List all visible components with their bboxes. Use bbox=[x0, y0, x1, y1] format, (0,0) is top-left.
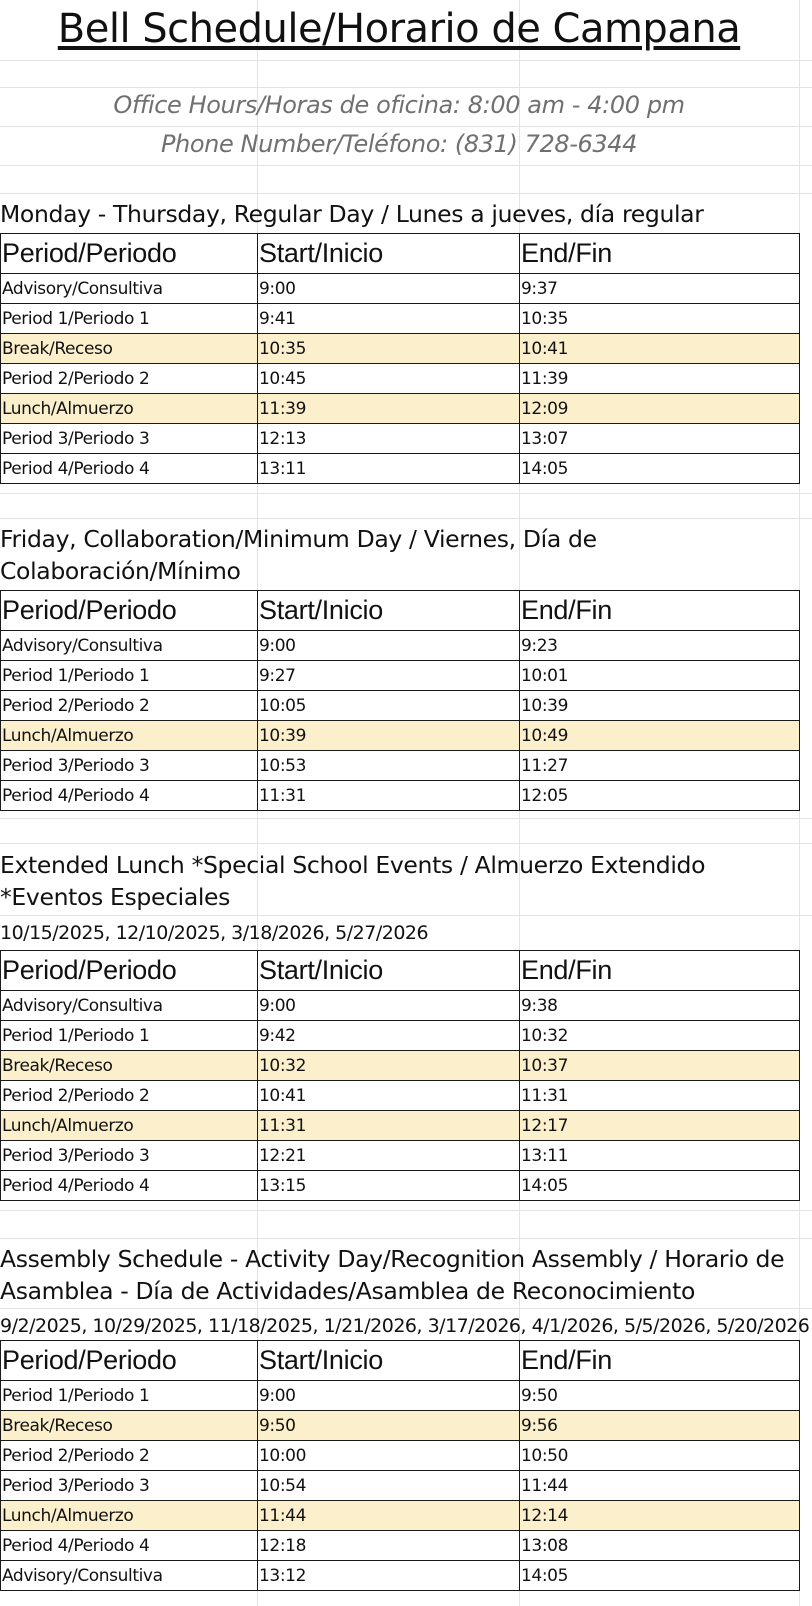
header-end: End/Fin bbox=[520, 1341, 800, 1381]
table-row bbox=[1, 1381, 800, 1411]
cell-period: Period 2/Periodo 2 bbox=[1, 1081, 258, 1111]
cell-period: Break/Receso bbox=[1, 334, 258, 364]
table-row bbox=[1, 691, 800, 721]
cell-start: 10:41 bbox=[258, 1081, 520, 1111]
header-period: Period/Periodo bbox=[1, 1341, 258, 1381]
cell-start: 9:00 bbox=[258, 991, 520, 1021]
cell-end: 11:39 bbox=[520, 364, 800, 394]
cell-end: 10:32 bbox=[520, 1021, 800, 1051]
cell-end: 9:23 bbox=[520, 631, 800, 661]
cell-start: 10:32 bbox=[258, 1051, 520, 1081]
header-period: Period/Periodo bbox=[1, 234, 258, 274]
schedule-table-regular-day bbox=[0, 233, 800, 484]
table-row bbox=[1, 364, 800, 394]
cell-period: Period 1/Periodo 1 bbox=[1, 1381, 258, 1411]
cell-start: 10:54 bbox=[258, 1471, 520, 1501]
grid-row-line bbox=[0, 165, 812, 166]
grid-row-line bbox=[0, 87, 812, 88]
cell-end: 12:09 bbox=[520, 394, 800, 424]
cell-end: 13:08 bbox=[520, 1531, 800, 1561]
table-row bbox=[1, 991, 800, 1021]
section-dates-extended-lunch: 10/15/2025, 12/10/2025, 3/18/2026, 5/27/2026 bbox=[0, 922, 429, 944]
cell-start: 13:12 bbox=[258, 1561, 520, 1591]
cell-start: 10:39 bbox=[258, 721, 520, 751]
phone-number: Phone Number/Teléfono: (831) 728-6344 bbox=[160, 130, 638, 158]
cell-period: Period 2/Periodo 2 bbox=[1, 1441, 258, 1471]
table-row bbox=[1, 751, 800, 781]
cell-period: Lunch/Almuerzo bbox=[1, 394, 258, 424]
cell-end: 10:37 bbox=[520, 1051, 800, 1081]
schedule-table-extended-lunch bbox=[0, 950, 800, 1201]
section-dates-assembly: 9/2/2025, 10/29/2025, 11/18/2025, 1/21/2026, 3/17/2026, 4/1/2026, 5/5/2026, 5/20/2026 bbox=[0, 1315, 810, 1337]
table-row bbox=[1, 781, 800, 811]
cell-start: 10:05 bbox=[258, 691, 520, 721]
cell-period: Period 4/Periodo 4 bbox=[1, 781, 258, 811]
cell-period: Period 4/Periodo 4 bbox=[1, 1171, 258, 1201]
cell-start: 9:42 bbox=[258, 1021, 520, 1051]
cell-start: 10:45 bbox=[258, 364, 520, 394]
table-row bbox=[1, 661, 800, 691]
cell-period: Period 4/Periodo 4 bbox=[1, 1531, 258, 1561]
schedule-table-friday bbox=[0, 590, 800, 811]
cell-end: 9:37 bbox=[520, 274, 800, 304]
cell-end: 11:44 bbox=[520, 1471, 800, 1501]
table-header-row bbox=[1, 951, 800, 991]
cell-period: Period 1/Periodo 1 bbox=[1, 1021, 258, 1051]
cell-start: 11:31 bbox=[258, 781, 520, 811]
cell-end: 13:07 bbox=[520, 424, 800, 454]
cell-start: 9:41 bbox=[258, 304, 520, 334]
section-title-regular-day: Monday - Thursday, Regular Day / Lunes a jueves, día regular bbox=[0, 200, 704, 228]
cell-start: 9:00 bbox=[258, 1381, 520, 1411]
table-row bbox=[1, 1081, 800, 1111]
office-hours: Office Hours/Horas de oficina: 8:00 am - 4:00 pm bbox=[113, 91, 685, 119]
cell-end: 14:05 bbox=[520, 454, 800, 484]
table-row bbox=[1, 424, 800, 454]
table-row bbox=[1, 1171, 800, 1201]
cell-start: 9:00 bbox=[258, 631, 520, 661]
cell-period: Period 3/Periodo 3 bbox=[1, 424, 258, 454]
table-row bbox=[1, 1021, 800, 1051]
cell-start: 10:00 bbox=[258, 1441, 520, 1471]
section-title-friday: Friday, Collaboration/Minimum Day / Viernes, Día de Colaboración/Mínimo bbox=[0, 525, 597, 585]
cell-end: 14:05 bbox=[520, 1171, 800, 1201]
table-row bbox=[1, 1561, 800, 1591]
table-row bbox=[1, 274, 800, 304]
grid-row-line bbox=[0, 60, 812, 61]
table-row bbox=[1, 1051, 800, 1081]
cell-period: Period 2/Periodo 2 bbox=[1, 691, 258, 721]
cell-start: 11:31 bbox=[258, 1111, 520, 1141]
cell-start: 13:11 bbox=[258, 454, 520, 484]
table-header-row bbox=[1, 234, 800, 274]
cell-end: 10:50 bbox=[520, 1441, 800, 1471]
cell-end: 9:56 bbox=[520, 1411, 800, 1441]
cell-end: 9:50 bbox=[520, 1381, 800, 1411]
section-title-extended-lunch: Extended Lunch *Special School Events / Almuerzo Extendido *Eventos Especiales bbox=[0, 851, 706, 911]
cell-period: Period 3/Periodo 3 bbox=[1, 751, 258, 781]
grid-row-line bbox=[0, 915, 812, 916]
grid-row-line bbox=[0, 1308, 812, 1309]
cell-end: 10:35 bbox=[520, 304, 800, 334]
cell-end: 10:49 bbox=[520, 721, 800, 751]
cell-start: 10:53 bbox=[258, 751, 520, 781]
cell-period: Lunch/Almuerzo bbox=[1, 1111, 258, 1141]
header-start: Start/Inicio bbox=[258, 591, 520, 631]
table-row bbox=[1, 454, 800, 484]
table-row bbox=[1, 1411, 800, 1441]
cell-start: 9:27 bbox=[258, 661, 520, 691]
table-row bbox=[1, 1141, 800, 1171]
grid-row-line bbox=[0, 843, 812, 844]
cell-end: 9:38 bbox=[520, 991, 800, 1021]
grid-row-line bbox=[0, 1238, 812, 1239]
section-title-assembly: Assembly Schedule - Activity Day/Recognition Assembly / Horario de Asamblea - Día de Actividades/Asamblea de Reconocimiento bbox=[0, 1245, 785, 1305]
cell-start: 10:35 bbox=[258, 334, 520, 364]
table-row bbox=[1, 721, 800, 751]
schedule-table-assembly bbox=[0, 1340, 800, 1591]
cell-period: Advisory/Consultiva bbox=[1, 631, 258, 661]
header-start: Start/Inicio bbox=[258, 1341, 520, 1381]
cell-end: 10:39 bbox=[520, 691, 800, 721]
cell-start: 11:44 bbox=[258, 1501, 520, 1531]
cell-period: Break/Receso bbox=[1, 1051, 258, 1081]
cell-end: 12:14 bbox=[520, 1501, 800, 1531]
grid-row-line bbox=[0, 126, 812, 127]
grid-row-line bbox=[0, 193, 812, 194]
cell-period: Period 1/Periodo 1 bbox=[1, 661, 258, 691]
cell-period: Period 4/Periodo 4 bbox=[1, 454, 258, 484]
header-period: Period/Periodo bbox=[1, 951, 258, 991]
cell-end: 11:31 bbox=[520, 1081, 800, 1111]
header-end: End/Fin bbox=[520, 951, 800, 991]
cell-end: 12:17 bbox=[520, 1111, 800, 1141]
cell-start: 11:39 bbox=[258, 394, 520, 424]
table-row bbox=[1, 304, 800, 334]
cell-period: Lunch/Almuerzo bbox=[1, 721, 258, 751]
table-row bbox=[1, 1441, 800, 1471]
cell-end: 14:05 bbox=[520, 1561, 800, 1591]
table-row bbox=[1, 334, 800, 364]
cell-period: Advisory/Consultiva bbox=[1, 274, 258, 304]
table-row bbox=[1, 1501, 800, 1531]
table-header-row bbox=[1, 1341, 800, 1381]
table-row bbox=[1, 631, 800, 661]
cell-end: 11:27 bbox=[520, 751, 800, 781]
table-row bbox=[1, 394, 800, 424]
cell-period: Break/Receso bbox=[1, 1411, 258, 1441]
table-row bbox=[1, 1531, 800, 1561]
cell-end: 12:05 bbox=[520, 781, 800, 811]
cell-period: Period 3/Periodo 3 bbox=[1, 1141, 258, 1171]
table-row bbox=[1, 1111, 800, 1141]
cell-period: Period 1/Periodo 1 bbox=[1, 304, 258, 334]
cell-start: 12:18 bbox=[258, 1531, 520, 1561]
cell-start: 9:50 bbox=[258, 1411, 520, 1441]
header-period: Period/Periodo bbox=[1, 591, 258, 631]
cell-start: 12:21 bbox=[258, 1141, 520, 1171]
cell-start: 13:15 bbox=[258, 1171, 520, 1201]
cell-period: Advisory/Consultiva bbox=[1, 991, 258, 1021]
page-title: Bell Schedule/Horario de Campana bbox=[57, 6, 741, 52]
table-header-row bbox=[1, 591, 800, 631]
header-start: Start/Inicio bbox=[258, 951, 520, 991]
cell-period: Period 2/Periodo 2 bbox=[1, 364, 258, 394]
header-end: End/Fin bbox=[520, 234, 800, 274]
cell-period: Period 3/Periodo 3 bbox=[1, 1471, 258, 1501]
grid-row-line bbox=[0, 518, 812, 519]
header-end: End/Fin bbox=[520, 591, 800, 631]
cell-end: 10:01 bbox=[520, 661, 800, 691]
grid-row-line bbox=[0, 818, 812, 819]
header-start: Start/Inicio bbox=[258, 234, 520, 274]
cell-period: Lunch/Almuerzo bbox=[1, 1501, 258, 1531]
cell-start: 12:13 bbox=[258, 424, 520, 454]
cell-start: 9:00 bbox=[258, 274, 520, 304]
grid-row-line bbox=[0, 1210, 812, 1211]
grid-row-line bbox=[0, 493, 812, 494]
cell-end: 10:41 bbox=[520, 334, 800, 364]
cell-end: 13:11 bbox=[520, 1141, 800, 1171]
cell-period: Advisory/Consultiva bbox=[1, 1561, 258, 1591]
table-row bbox=[1, 1471, 800, 1501]
